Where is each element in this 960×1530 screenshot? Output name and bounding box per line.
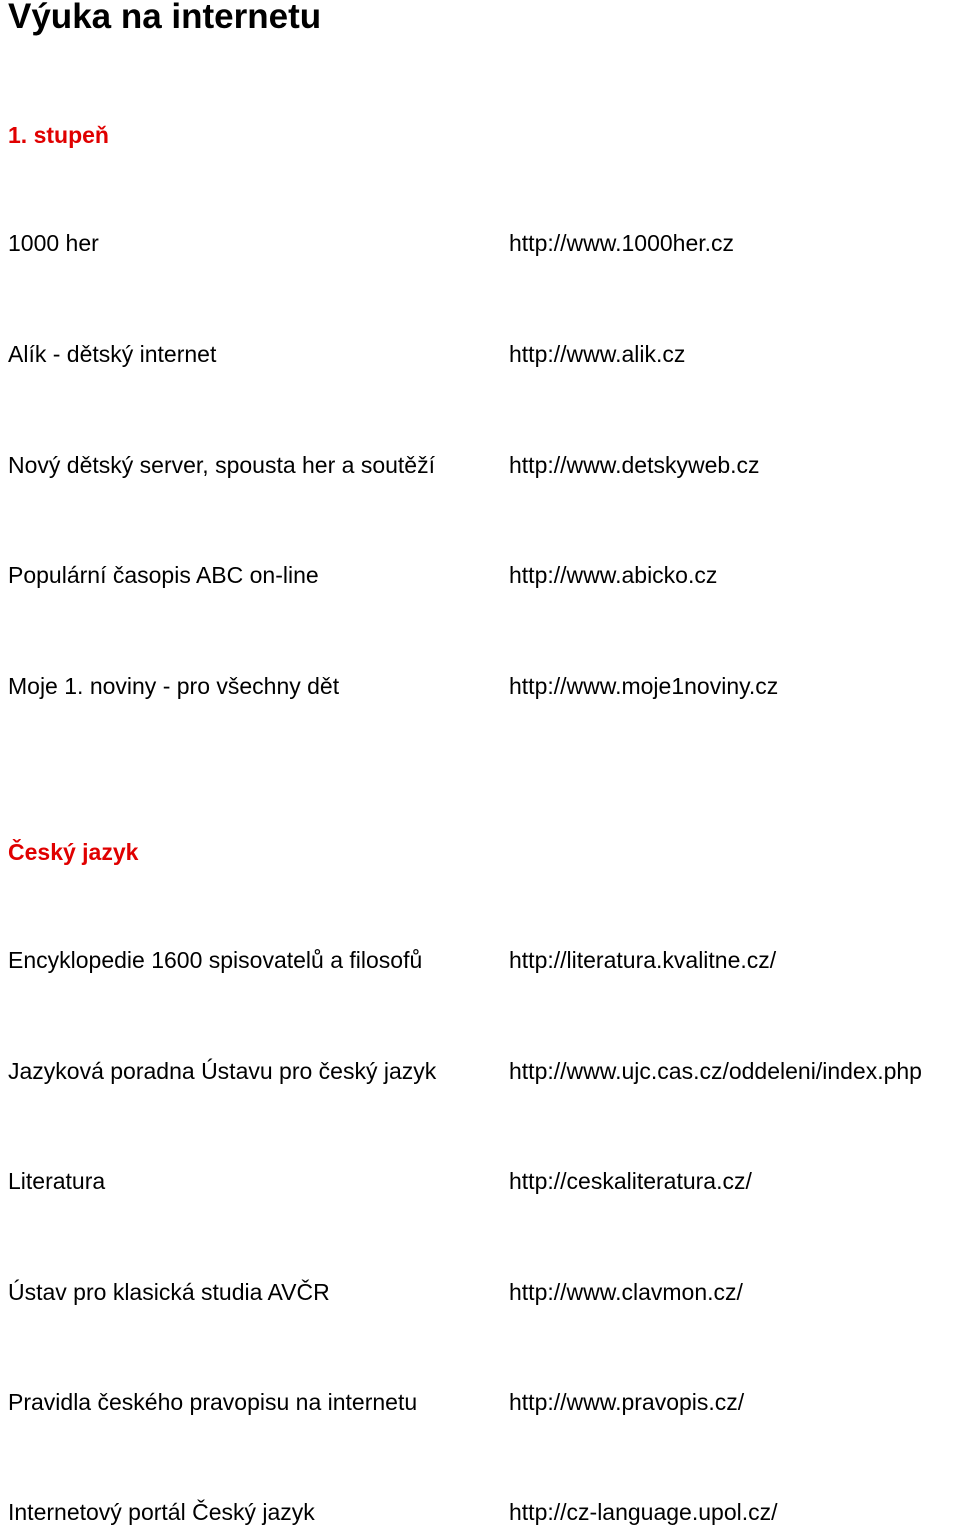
list-item-url[interactable]: http://www.pravopis.cz/ <box>509 1389 745 1415</box>
list-item-label: Alík - dětský internet <box>8 341 217 367</box>
list-item-url[interactable]: http://www.alik.cz <box>509 341 686 367</box>
list-item-label: Internetový portál Český jazyk <box>8 1499 315 1525</box>
list-item-label: Literatura <box>8 1168 106 1194</box>
list-item-label: Ústav pro klasická studia AVČR <box>8 1279 330 1305</box>
list-item-url[interactable]: http://literatura.kvalitne.cz/ <box>509 947 777 973</box>
list-item-label: Moje 1. noviny - pro všechny dět <box>8 673 340 699</box>
list-item-label: Nový dětský server, spousta her a soutěží <box>8 452 435 478</box>
list-item-url[interactable]: http://www.ujc.cas.cz/oddeleni/index.php <box>509 1058 922 1084</box>
list-item-url[interactable]: http://www.abicko.cz <box>509 562 718 588</box>
list-item-url[interactable]: http://www.moje1noviny.cz <box>509 673 779 699</box>
list-item-label: Pravidla českého pravopisu na internetu <box>8 1389 418 1415</box>
list-item-url[interactable]: http://cz-language.upol.cz/ <box>509 1499 778 1525</box>
page-title: Výuka na internetu <box>8 0 322 36</box>
list-item-label: 1000 her <box>8 230 99 256</box>
list-item-label: Populární časopis ABC on-line <box>8 562 319 588</box>
list-item-url[interactable]: http://www.clavmon.cz/ <box>509 1279 743 1305</box>
list-item-label: Jazyková poradna Ústavu pro český jazyk <box>8 1058 437 1084</box>
list-item-label: Encyklopedie 1600 spisovatelů a filosofů <box>8 947 423 973</box>
section-heading-1-stupen: 1. stupeň <box>8 122 109 148</box>
list-item-url[interactable]: http://ceskaliteratura.cz/ <box>509 1168 752 1194</box>
list-item-url[interactable]: http://www.detskyweb.cz <box>509 452 760 478</box>
section-heading-cesky-jazyk: Český jazyk <box>8 839 139 865</box>
list-item-url[interactable]: http://www.1000her.cz <box>509 230 735 256</box>
